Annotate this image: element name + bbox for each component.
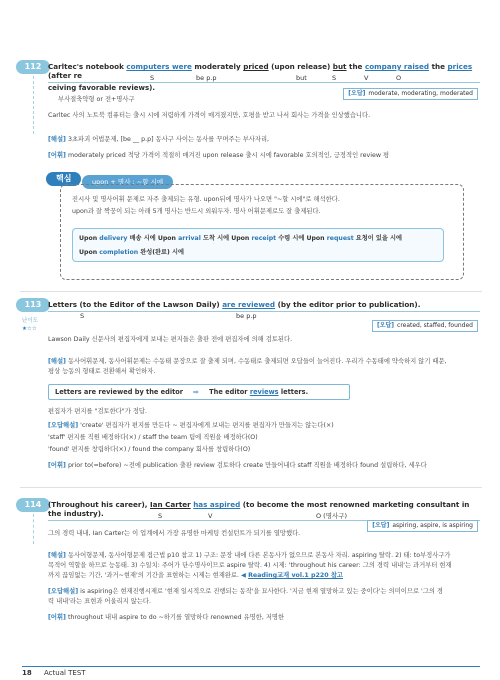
- footer-title: Actual TEST: [44, 669, 86, 677]
- scallop-divider: [20, 280, 482, 292]
- wrong-explanation-3: 'found' 편지를 창립하다(×) / found the company 회사를 창립하다(O): [48, 446, 251, 453]
- active-voice-box: Letters are reviewed by the editor ⇨ The editor reviews letters.: [48, 384, 350, 400]
- key-point-text-1: 진시사 및 명사어휘 문제로 자주 출제되는 유형. upon뒤에 명사가 나오면 "~할 시에"로 해석한다.: [72, 196, 340, 203]
- difficulty-label: 난이도: [22, 318, 38, 324]
- wrong-explanation-2: 력 내내'라는 표현과 어울리지 않는다.: [48, 598, 151, 605]
- role-conjunction: but: [296, 74, 307, 82]
- reference-link[interactable]: ◀ Reading교재 vol.1 p220 참고: [241, 572, 344, 579]
- question-sentence: (Throughout his career), Ian Carter has aspired (to become the most renowned marketing consultant in the industry).: [48, 500, 480, 521]
- example-line-1: Upon delivery 배송 시에 Upon arrival 도착 시에 Upon receipt 수령 시에 Upon request 요청이 있을 시에: [79, 235, 402, 242]
- commentary: [해설] 동사어휘문제, 동사어휘문제는 수동태 문장으로 잘 출제 되며, 수동태로 출제되면 오답들이 늘어진다. 우리가 수동태에 약숙하지 않기 때문,: [48, 358, 447, 365]
- vocabulary: [어휘] throughout 내내 aspire to do ~하기를 열망하다 renowned 유명한, 저명한: [48, 614, 285, 621]
- translation: 그의 경력 내내, Ian Carter는 이 업계에서 가장 유명한 마케팅 컨설턴트가 되기를 열망했다.: [48, 530, 301, 537]
- commentary-continued: 평상 능동의 형태로 전환해서 확인하자.: [48, 368, 156, 375]
- example-line-2: Upon completion 완성(완료) 시에: [79, 248, 184, 256]
- wrong-answers-box: [오답] aspiring, aspire, is aspiring: [367, 520, 478, 532]
- role-object: O (명사구): [316, 512, 348, 520]
- answer-note: 편집자가 편지를 "검토한다"가 정답.: [48, 408, 147, 415]
- role-subject: S: [80, 312, 85, 320]
- key-point-example-box: [72, 228, 444, 262]
- wrong-explanation-2: 'staff' 편지를 직원 배정하다(×) / staff the team 팀에 직원을 배정하다(O): [48, 434, 258, 441]
- wrong-answers-box: [오답] created, staffed, founded: [372, 320, 478, 332]
- translation: Carltec 사의 노트북 컴퓨터는 출시 시에 저렴하게 가격이 매겨졌지만, 호평을 받고 나서 회사는 가격을 인상했습니다.: [48, 112, 371, 119]
- commentary-continued: 목적어 역할을 하므로 능동태. 3) 수일치: 주어가 단수명사이므로 aspire 탈락. 4) 시제: 'throughout his career: 그의 경력 내내'는 과거부터 현재: [48, 562, 452, 569]
- question-sentence: Letters (to the Editor of the Lawson Daily) are reviewed (by the editor prior to publication).: [48, 300, 480, 312]
- vocabulary: [어휘] prior to(=before) ~전에 publication 출판 review 검토하다 create 만들어내다 staff 직원을 배정하다 found 설립하다, 세우다: [48, 462, 427, 469]
- role-subject: S: [158, 512, 163, 520]
- commentary-continued-2: 까지 끊임없는 기간, '과거~현재'의 기간을 표현하는 시제는 현재완료. ◀ Reading교재 vol.1 p220 참고: [48, 572, 344, 579]
- footer-rule: [22, 666, 480, 667]
- key-point-text-2: upon과 잘 짝꿍이 되는 아래 5개 명사는 반드시 외워두자. 명사 어휘문제로도 잘 출제된다.: [72, 208, 321, 215]
- commentary: [해설] 동사어형문제, 동사어형문제 접근법 p10 참고 1) 구조: 문장 내에 다른 본동사가 없으므로 본동사 자리. aspiring 탈락. 2) 태: to부정사구가: [48, 552, 451, 559]
- vocabulary: [어휘] moderately priced 적당 가격이 적절히 매겨진 upon release 출시 시에 favorable 호의적인, 긍정적인 review 평: [48, 152, 390, 159]
- badge-connector: [33, 76, 34, 134]
- page-number: 18: [22, 669, 32, 677]
- role-verb: be p.p: [196, 74, 217, 82]
- role-verb-2: V: [364, 74, 369, 82]
- role-verb: be p.p: [236, 312, 257, 320]
- question-number-badge: 112: [16, 60, 50, 74]
- role-subject: S: [150, 74, 155, 82]
- wrong-explanation: [오답해설] is aspiring은 현재진행시제로 '현재 일시적으로 진행되는 동작'을 묘사한다. '지금 현재 열망하고 있는 중이다'는 의미이므로 '그의 경: [48, 588, 444, 595]
- difficulty-stars: ★☆☆: [22, 326, 37, 332]
- key-point-pill: 핵심: [46, 172, 81, 186]
- wrong-answers-box: [오답] moderate, moderating, moderated: [343, 88, 478, 100]
- key-point-heading: upon + 명사 : ~할 시에: [82, 175, 173, 189]
- question-number-badge: 113: [16, 298, 50, 312]
- question-sentence: Carltec's notebook computers were moderately priced (upon release) but the company raised the prices (after re: [48, 62, 480, 83]
- wrong-explanation: [오답해설] 'create' 편집자가 편지를 만든다 ~ 편집자에게 보내는 편지를 편집자가 만들지는 않는다(×): [48, 422, 334, 429]
- grammar-note: 부사절축약형 or 전+명사구: [58, 96, 135, 103]
- translation: Lawson Daily 신문사의 편집자에게 보내는 편지들은 출판 전에 편집자에 의해 검토된다.: [48, 336, 293, 343]
- role-verb: V: [208, 512, 213, 520]
- badge-connector: [33, 514, 34, 544]
- question-number-badge: 114: [16, 498, 50, 512]
- scallop-divider: [20, 476, 482, 488]
- role-object-2: O: [396, 74, 402, 82]
- commentary: [해설] 3초파괴 어법문제, [be __ p.p] 동사구 사이는 동사를 꾸며주는 부사자리,: [48, 136, 270, 143]
- role-subject-2: S: [332, 74, 337, 82]
- question-sentence-continued: ceiving favorable reviews).: [48, 84, 156, 92]
